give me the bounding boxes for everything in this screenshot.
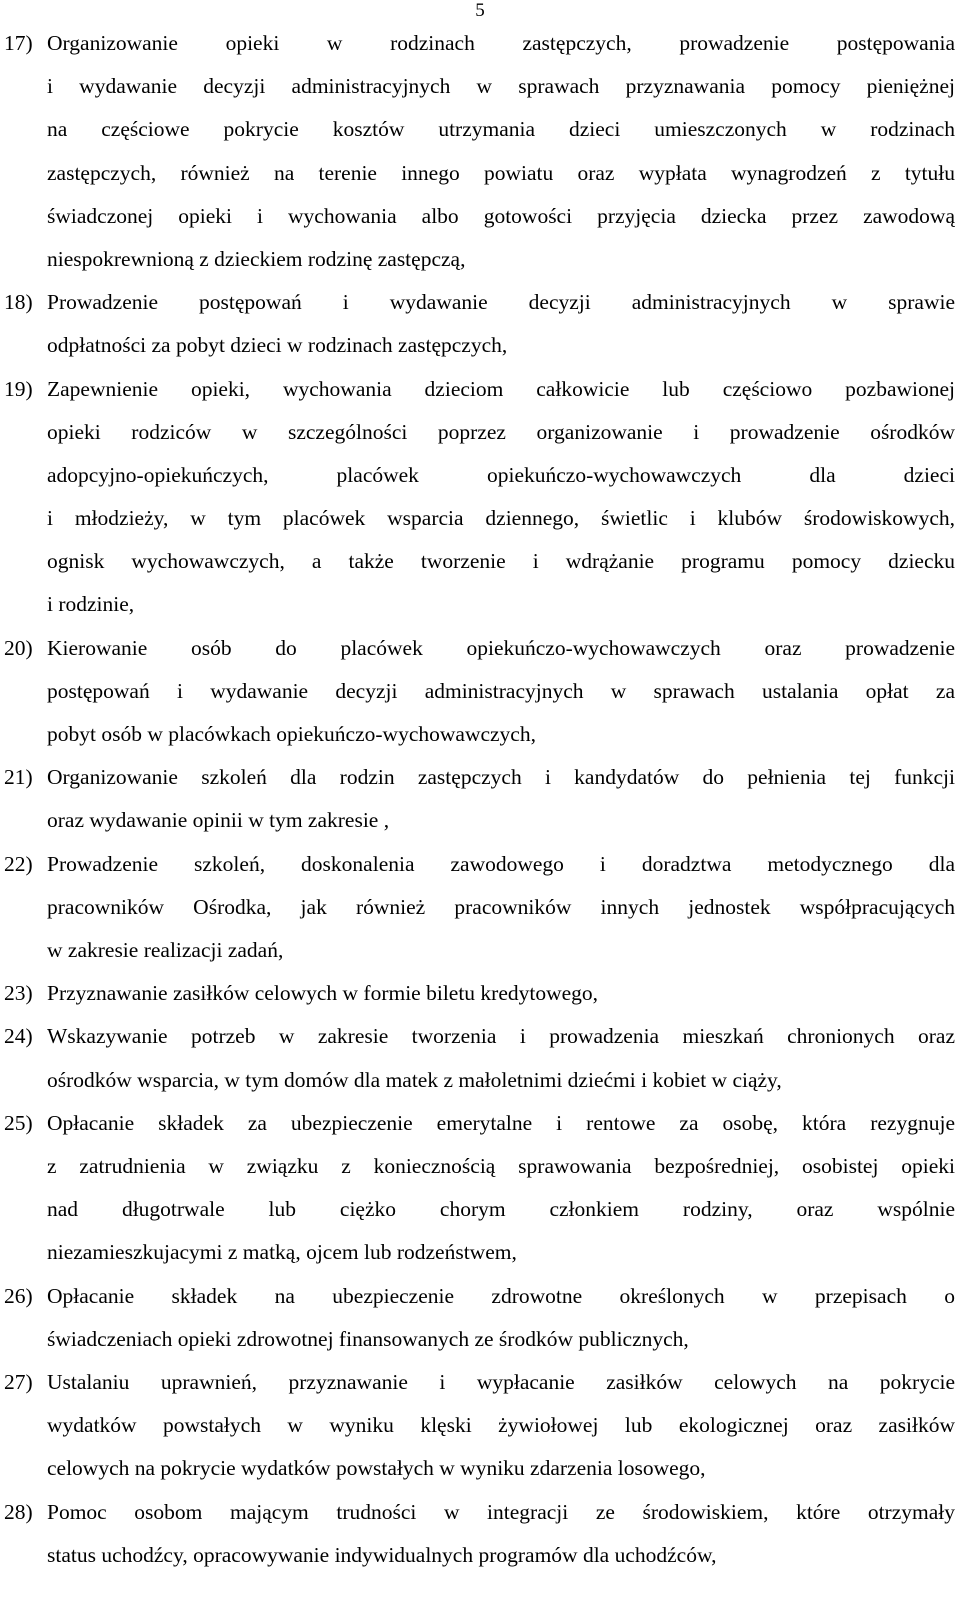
item-text-line: zastępczych, również na terenie innego powiatu oraz wypłata wynagrodzeń z tytułu bbox=[47, 160, 955, 185]
item-number: 18) bbox=[4, 290, 33, 315]
item-number: 25) bbox=[4, 1110, 33, 1135]
item-text-line: pracowników Ośrodka, jak również pracowników innych jednostek współpracujących bbox=[47, 894, 955, 919]
list-item bbox=[0, 1491, 955, 1577]
list-item bbox=[0, 627, 955, 757]
list-item bbox=[0, 22, 955, 281]
item-number: 26) bbox=[4, 1283, 33, 1308]
item-text-line: Opłacanie składek za ubezpieczenie emerytalne i rentowe za osobę, która rezygnuje bbox=[47, 1110, 955, 1135]
item-text-line: i rodzinie, bbox=[47, 592, 135, 617]
list-item bbox=[0, 368, 955, 627]
item-text-line: wydatków powstałych w wyniku klęski żywiołowej lub ekologicznej oraz zasiłków bbox=[47, 1413, 955, 1438]
list-item bbox=[0, 1102, 955, 1275]
item-number: 22) bbox=[4, 851, 33, 876]
item-text-line: niezamieszkujacymi z matką, ojcem lub rodzeństwem, bbox=[47, 1240, 517, 1265]
document-list bbox=[0, 22, 960, 1577]
list-item bbox=[0, 1275, 955, 1361]
item-text-line: opieki rodziców w szczególności poprzez organizowanie i prowadzenie ośrodków bbox=[47, 419, 955, 444]
item-text-line: Prowadzenie postępowań i wydawanie decyzji administracyjnych w sprawie bbox=[47, 290, 955, 315]
list-item bbox=[0, 756, 955, 842]
item-text-line: adopcyjno-opiekuńczych, placówek opiekuńczo-wychowawczych dla dzieci bbox=[47, 462, 955, 487]
item-text-line: Kierowanie osób do placówek opiekuńczo-wychowawczych oraz prowadzenie bbox=[47, 635, 955, 660]
item-number: 21) bbox=[4, 765, 33, 790]
item-text-line: celowych na pokrycie wydatków powstałych w wyniku zdarzenia losowego, bbox=[47, 1456, 706, 1481]
item-number: 23) bbox=[4, 981, 33, 1006]
item-text-line: Wskazywanie potrzeb w zakresie tworzenia i prowadzenia mieszkań chronionych oraz bbox=[47, 1024, 955, 1049]
item-text-line: Pomoc osobom mającym trudności w integracji ze środowiskiem, które otrzymały bbox=[47, 1499, 955, 1524]
item-number: 27) bbox=[4, 1369, 33, 1394]
item-text-line: odpłatności za pobyt dzieci w rodzinach zastępczych, bbox=[47, 333, 508, 358]
item-text-line: Organizowanie opieki w rodzinach zastępczych, prowadzenie postępowania bbox=[47, 31, 955, 55]
item-text-line: na częściowe pokrycie kosztów utrzymania dzieci umieszczonych w rodzinach bbox=[47, 117, 955, 142]
item-text-line: z zatrudnienia w związku z koniecznością sprawowania bezpośredniej, osobistej opieki bbox=[47, 1154, 955, 1178]
item-text-line: nad długotrwale lub ciężko chorym członkiem rodziny, oraz wspólnie bbox=[47, 1197, 955, 1222]
item-text-line: ognisk wychowawczych, a także tworzenie i wdrążanie programu pomocy dziecku bbox=[47, 549, 955, 574]
item-number: 19) bbox=[4, 376, 33, 401]
item-text-line: w zakresie realizacji zadań, bbox=[47, 938, 284, 963]
item-text-line: niespokrewnioną z dzieckiem rodzinę zastępczą, bbox=[47, 246, 466, 271]
item-text-line: postępowań i wydawanie decyzji administracyjnych w sprawach ustalania opłat za bbox=[47, 678, 955, 703]
list-item bbox=[0, 1361, 955, 1491]
list-item bbox=[0, 972, 955, 1015]
item-text-line: i młodzieży, w tym placówek wsparcia dziennego, świetlic i klubów środowiskowych, bbox=[47, 506, 955, 531]
item-text-line: świadczeniach opieki zdrowotnej finansowanych ze środków publicznych, bbox=[47, 1326, 689, 1351]
item-text-line: Organizowanie szkoleń dla rodzin zastępczych i kandydatów do pełnienia tej funkcji bbox=[47, 765, 955, 790]
list-item bbox=[0, 843, 955, 973]
item-text-line: Ustalaniu uprawnień, przyznawanie i wypłacanie zasiłków celowych na pokrycie bbox=[47, 1369, 955, 1394]
item-number: 28) bbox=[4, 1499, 33, 1524]
item-text-line: ośrodków wsparcia, w tym domów dla matek z małoletnimi dziećmi i kobiet w ciąży, bbox=[47, 1067, 782, 1092]
item-text-line: Opłacanie składek na ubezpieczenie zdrowotne określonych w przepisach o bbox=[47, 1283, 955, 1308]
list-item bbox=[0, 1015, 955, 1101]
item-text-line: oraz wydawanie opinii w tym zakresie , bbox=[47, 808, 390, 833]
item-number: 20) bbox=[4, 635, 33, 660]
page-number: 5 bbox=[475, 0, 485, 21]
item-text-line: i wydawanie decyzji administracyjnych w sprawach przyznawania pomocy pieniężnej bbox=[47, 74, 955, 99]
item-text-line: Przyznawanie zasiłków celowych w formie biletu kredytowego, bbox=[47, 981, 599, 1006]
item-text-line: status uchodźcy, opracowywanie indywidualnych programów dla uchodźców, bbox=[47, 1542, 717, 1567]
item-text-line: pobyt osób w placówkach opiekuńczo-wychowawczych, bbox=[47, 722, 536, 747]
item-text-line: Prowadzenie szkoleń, doskonalenia zawodowego i doradztwa metodycznego dla bbox=[47, 851, 955, 876]
list-item bbox=[0, 281, 955, 367]
item-text-line: Zapewnienie opieki, wychowania dzieciom całkowicie lub częściowo pozbawionej bbox=[47, 376, 955, 401]
item-number: 17) bbox=[4, 31, 33, 55]
item-number: 24) bbox=[4, 1024, 33, 1049]
item-text-line: świadczonej opieki i wychowania albo gotowości przyjęcia dziecka przez zawodową bbox=[47, 203, 955, 228]
